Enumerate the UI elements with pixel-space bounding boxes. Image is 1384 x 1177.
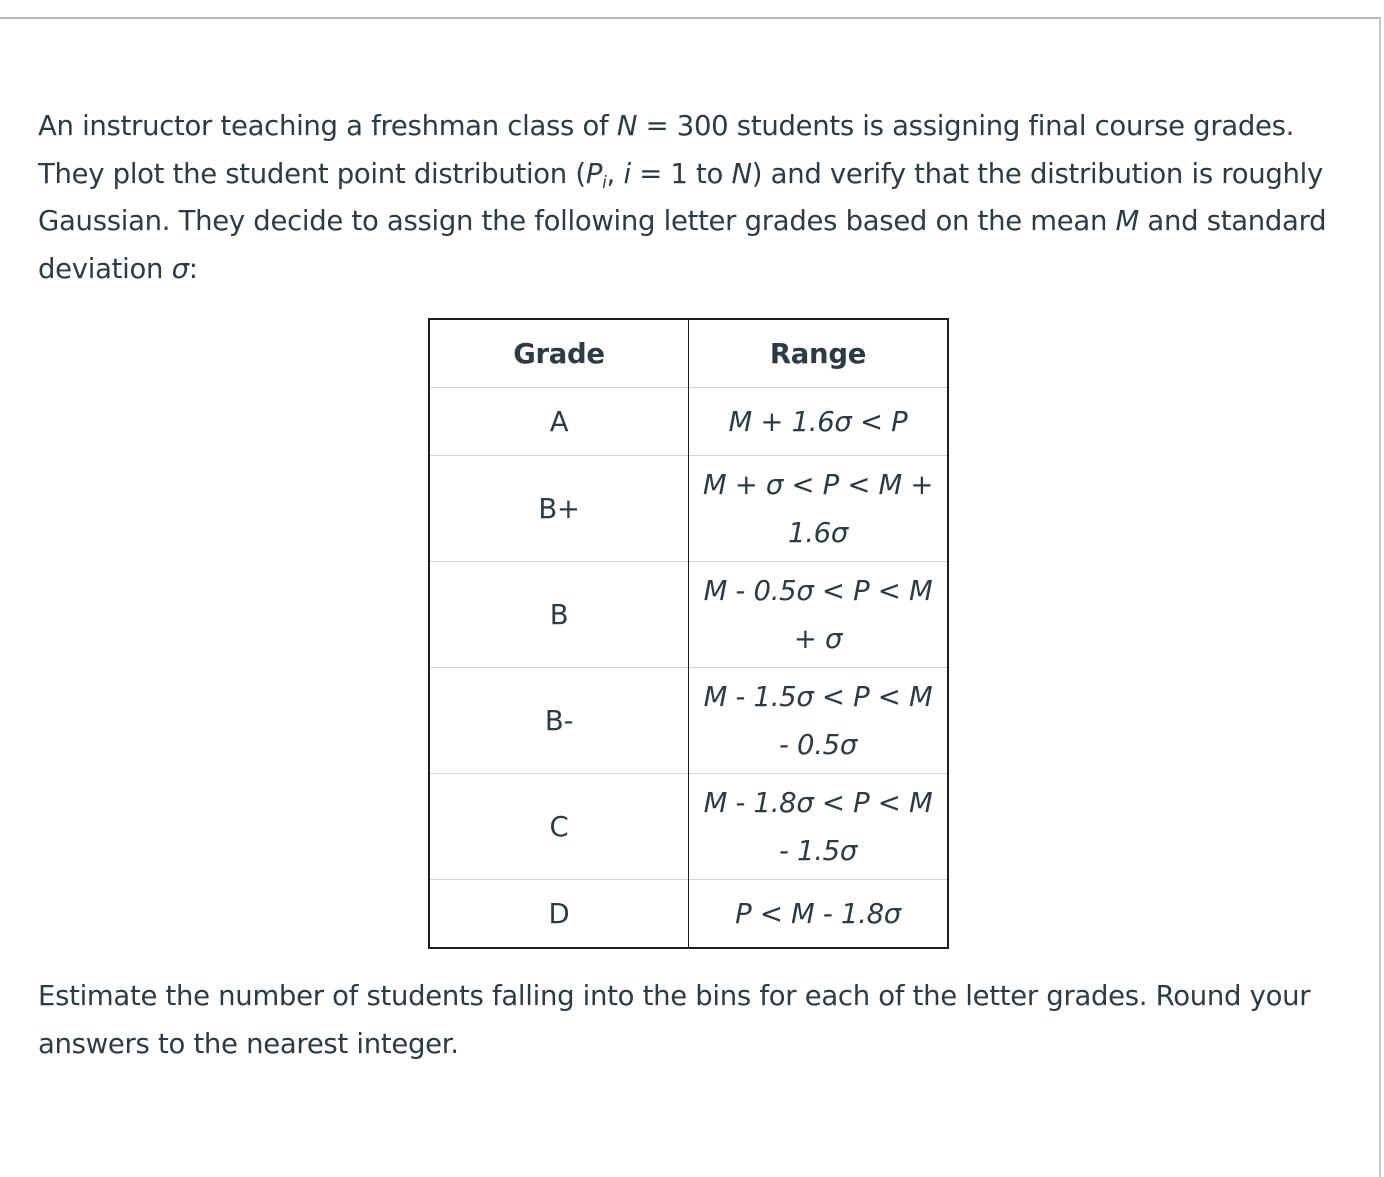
- table-row: [429, 668, 948, 774]
- grade-cell: B-: [429, 668, 689, 774]
- table-row: [429, 388, 948, 456]
- range-cell: M - 0.5σ < P < M + σ: [689, 562, 949, 668]
- table-row: [429, 774, 948, 880]
- grade-cell: A: [429, 388, 689, 456]
- grade-cell: D: [429, 880, 689, 949]
- grade-cell: C: [429, 774, 689, 880]
- range-cell: M - 1.5σ < P < M - 0.5σ: [689, 668, 949, 774]
- range-cell: M - 1.8σ < P < M - 1.5σ: [689, 774, 949, 880]
- table-row: [429, 880, 948, 949]
- header-range: Range: [769, 337, 867, 370]
- grade-cell: B+: [429, 456, 689, 562]
- range-cell: P < M - 1.8σ: [689, 880, 949, 949]
- table-row: [429, 562, 948, 668]
- range-cell: M + 1.6σ < P: [689, 388, 949, 456]
- table-row: [429, 456, 948, 562]
- range-cell: M + σ < P < M + 1.6σ: [689, 456, 949, 562]
- header-grade: Grade: [429, 319, 689, 388]
- problem-question: Estimate the number of students falling into the bins for each of the letter grades. Round your answers to the nearest integer.: [38, 980, 1311, 1060]
- table-header-row: [429, 319, 948, 388]
- grade-range-table: [428, 318, 949, 949]
- grade-cell: B: [429, 562, 689, 668]
- problem-intro: An instructor teaching a freshman class of N = 300 students is assigning final course grades. They plot the student point distribution ($P_i$, i = 1 to N) and verify that the distribution is roughly Gaussian. They decide to assign the following letter grades based on the mean M and standard deviation σ:: [38, 110, 1327, 285]
